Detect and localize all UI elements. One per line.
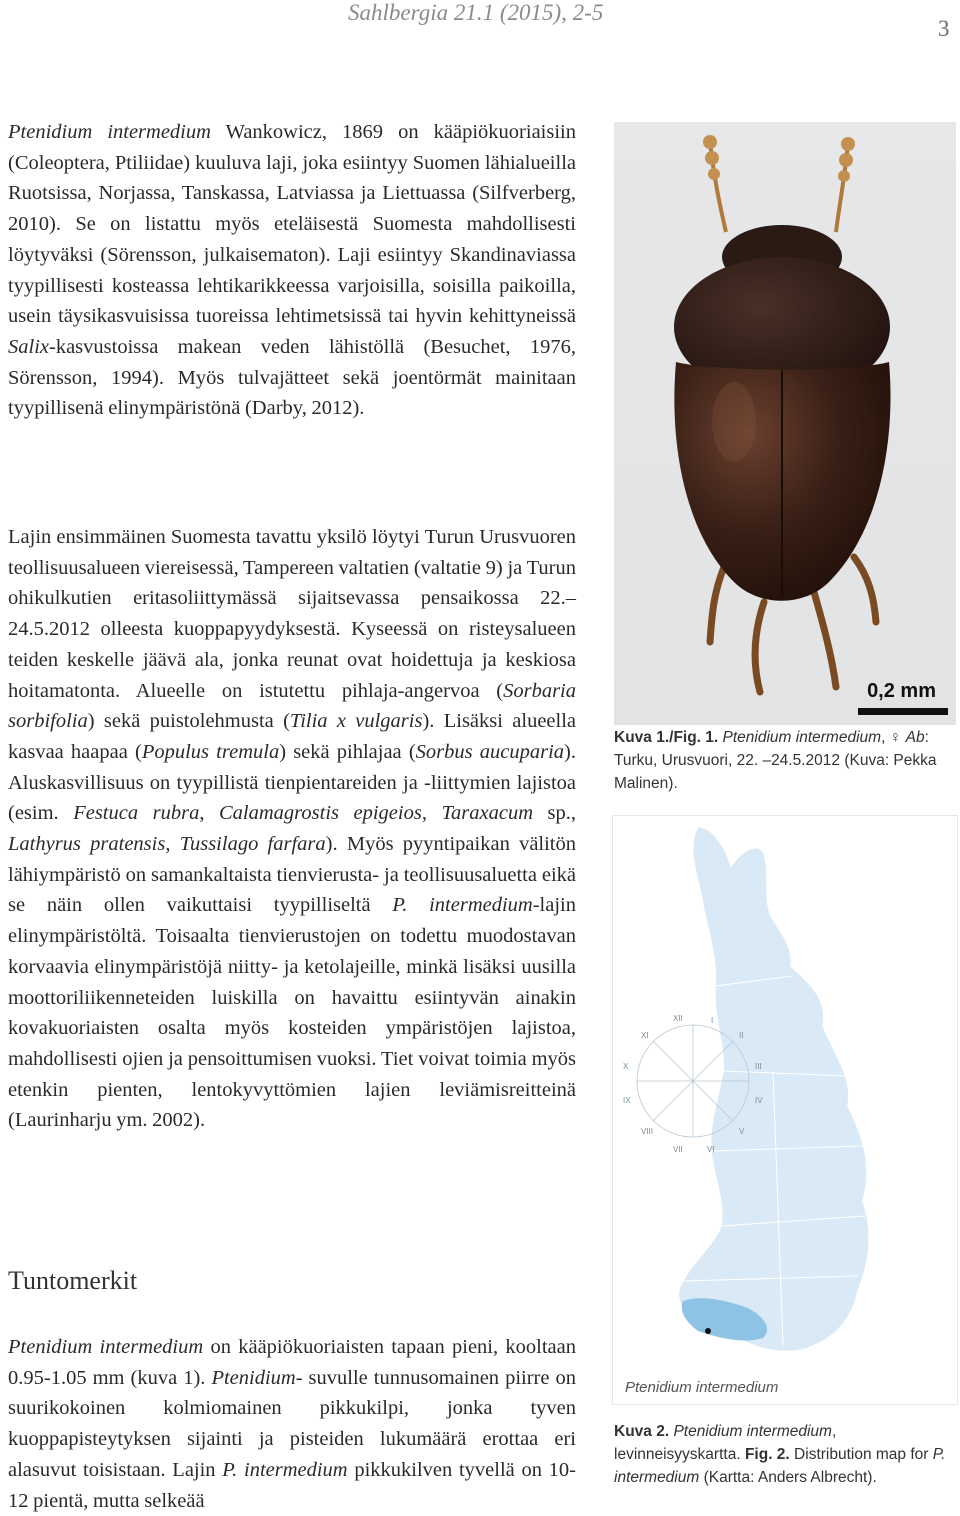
scale-bar <box>858 708 948 715</box>
figure2-caption <box>614 1420 960 1489</box>
taxon: Tilia x vulgaris <box>289 710 423 733</box>
caption-species: P. intermedium <box>614 1446 946 1486</box>
map-species-label: Ptenidium intermedium <box>625 1379 779 1396</box>
taxon: Sorbus aucuparia <box>415 740 565 763</box>
caption-text: Distribution map for <box>789 1446 933 1463</box>
caption-text: (Kartta: Anders Albrecht). <box>699 1469 877 1486</box>
compass-month: I <box>711 1016 714 1025</box>
month-compass <box>637 1025 749 1137</box>
text: , <box>199 802 219 825</box>
caption-province: Ab <box>905 729 925 746</box>
compass-month: II <box>739 1031 744 1040</box>
distribution-map <box>612 815 958 1405</box>
caption-label: Kuva 2. <box>614 1423 670 1440</box>
compass-month: VIII <box>641 1127 654 1136</box>
figure1-caption <box>614 726 960 795</box>
compass-month: VII <box>673 1145 683 1154</box>
caption-species: Ptenidium intermedium <box>669 1423 832 1440</box>
beetle-photo <box>614 122 956 725</box>
text: , <box>165 833 180 856</box>
paragraph-intro <box>8 117 576 424</box>
caption-label: Kuva 1./Fig. 1. <box>614 729 719 746</box>
text: ) sekä pihlajaa ( <box>279 740 416 763</box>
taxon: Calamagrostis epigeios <box>219 802 422 825</box>
text: ). Myös pyyntipaikan välitön lähiympäristö on samankaltaista tienvierusta- ja teollisuusaluetta eikä se näin ollen vaikuttaisi tyypilliseltä <box>8 833 577 917</box>
compass-month: X <box>623 1062 629 1071</box>
text: - suvulle tunnusomainen piirre on suurikokoinen kolmiomainen pikkukilpi, jonka tyven kuoppapisteytyksen sijainti ja pisteiden lukumäärä erottaa eri alasuvut toisistaan. Lajin <box>8 1366 576 1481</box>
caption-text: , levinneisyyskartta. <box>614 1423 837 1463</box>
compass-month: III <box>755 1062 762 1071</box>
taxon: Lathyrus pratensis <box>8 833 166 856</box>
paragraph-characters <box>8 1332 576 1516</box>
species-name: P. intermedium <box>392 894 533 917</box>
text: ) sekä puistolehmusta ( <box>87 710 290 733</box>
finland-map <box>613 816 959 1406</box>
beetle-illustration <box>614 122 956 725</box>
text: sp., <box>533 802 577 825</box>
compass-month: IV <box>755 1096 763 1105</box>
species-name: Ptenidium intermedium <box>8 1336 204 1358</box>
caption-text: : Turku, Urusvuori, 22. –24.5.2012 (Kuva: Pekka Malinen). <box>614 729 937 792</box>
taxon: Populus tremula <box>141 740 280 763</box>
paragraph-finding <box>8 522 576 1136</box>
taxon: Tussilago farfara <box>179 833 326 856</box>
taxon-salix: Salix <box>8 335 49 358</box>
text: pikkukilven tyvellä on 10-12 pientä, mutta selkeää <box>8 1458 577 1512</box>
text: , <box>421 802 442 825</box>
compass-month: V <box>739 1127 745 1136</box>
text: -lajin elinympäristöltä. Toisaalta tienvierustojen on todettu muodostavan korvaavia elinympäristöjä niitty- ja ketolajeille, minkä lisäksi uusilla moottoriliikenneteiden luiskilla on havaittu esiintyvän ainakin kovakuoriaisten osalta myös kosteiden ympäristöjen lajistoa, mahdollisesti ojien ja pensoittumisen vuoksi. Tiet voivat toimia myös etenkin pienten, lentokyvyttömien lajien leviämisreitteinä (Laurinharju ym. 2002). <box>8 894 576 1132</box>
caption-label: Fig. 2. <box>744 1446 790 1463</box>
compass-month: XII <box>673 1014 683 1023</box>
compass-month: IX <box>623 1096 631 1105</box>
text: ). Aluskasvillisuus on tyypillistä tienpientareiden ja -liittymien lajistoa (esim. <box>8 740 576 825</box>
record-dot <box>705 1328 711 1334</box>
text: Wankowicz, 1869 on kääpiökuoriaisiin (Coleoptera, Ptiliidae) kuuluva laji, joka esiintyy Suomen lähialueilla Ruotsissa, Norjassa, Tanskassa, Latviassa ja Liettuassa (Silfverberg, 2010). Se on listattu myös eteläisestä Suomesta mahdollisesti löytyväksi (Sörensson, julkaisematon). Laji esiintyy Skandinaviassa tyypillisesti kosteassa lehtikarikkeessa varjoisilla, soisilla paikoilla, usein täysikasvuisissa tuoreissa lehtimetsissä tai hyvin kehittyneissä <box>8 121 576 328</box>
taxon: Festuca rubra <box>73 802 200 825</box>
text: Lajin ensimmäinen Suomesta tavattu yksilö löytyi Turun Urusvuoren teollisuusalueen viereisessä, Tampereen valtatien (valtatie 9) ja Turun ohikulkutien eritasoliittymässä sijaitsevassa pensaikossa 22.–24.5.2012 olleesta kuoppapyydyksestä. Kyseessä on risteysalueen teiden keskelle jäävä ala, jonka reunat ovat hoidettuja ja keskiosa hoitamatonta. Alueelle on istutettu pihlaja-angervoa ( <box>8 526 576 702</box>
species-name: Ptenidium intermedium <box>8 121 211 143</box>
species-name: P. intermedium <box>222 1458 348 1481</box>
compass-month: VI <box>707 1145 715 1154</box>
taxon: Sorbaria sorbifolia <box>8 679 576 733</box>
compass-month: XI <box>641 1031 649 1040</box>
scale-label: 0,2 mm <box>867 680 936 702</box>
text: -kasvustoissa makean veden lähistöllä (Besuchet, 1976, Sörensson, 1994). Myös tulvajätteet sekä joentörmät mainitaan tyypillisenä elinympäristönä (Darby, 2012). <box>8 335 576 420</box>
page-number: 3 <box>938 16 950 41</box>
text: on kääpiökuoriaisten tapaan pieni, kooltaan 0.95-1.05 mm (kuva 1). <box>8 1336 576 1389</box>
genus-name: Ptenidium <box>211 1366 296 1389</box>
caption-text: , ♀ <box>881 729 906 746</box>
section-heading: Tuntomerkit <box>8 1266 138 1295</box>
journal-header: Sahlbergia 21.1 (2015), 2-5 <box>348 0 604 25</box>
caption-species: Ptenidium intermedium <box>718 729 882 746</box>
taxon: Taraxacum <box>441 802 533 825</box>
text: ). Lisäksi alueella kasvaa haapaa ( <box>8 710 577 763</box>
